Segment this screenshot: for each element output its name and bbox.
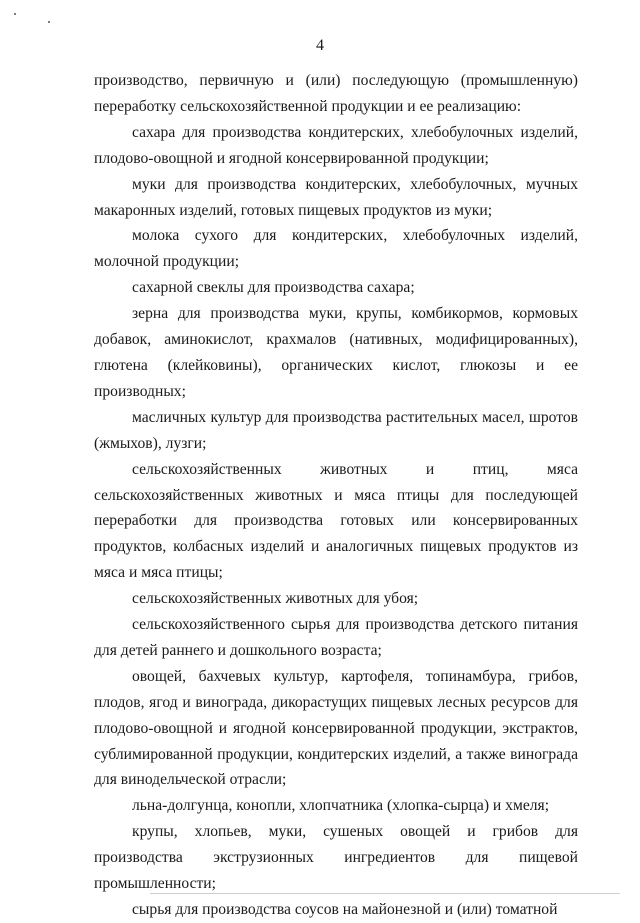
list-item: муки для производства кондитерских, хлебобулочных, мучных макаронных изделий, готовых пищевых продуктов из муки; bbox=[94, 175, 578, 219]
list-item: молока сухого для кондитерских, хлебобулочных изделий, молочной продукции; bbox=[94, 227, 578, 271]
list-item: сахара для производства кондитерских, хлебобулочных изделий, плодово-овощной и ягодной консервированной продукции; bbox=[94, 123, 578, 167]
list-item: масличных культур для производства растительных масел, шротов (жмыхов), лузги; bbox=[94, 408, 578, 452]
list-item: овощей, бахчевых культур, картофеля, топинамбура, грибов, плодов, ягод и винограда, дикорастущих пищевых лесных ресурсов для плодово-овощной и ягодной консервированной продукции, экстрактов, сублимированной продукции, кондитерских изделий, а также винограда для винодельческой отрасли; bbox=[94, 667, 578, 789]
list-item: сахарной свеклы для производства сахара; bbox=[132, 279, 415, 297]
list-item: крупы, хлопьев, муки, сушеных овощей и грибов для производства экструзионных ингредиентов для пищевой промышленности; bbox=[94, 823, 578, 893]
list-item: зерна для производства муки, крупы, комбикормов, кормовых добавок, аминокислот, крахмалов (нативных, модифицированных), глютена (клейковины), органических кислот, глюкозы и ее производных; bbox=[94, 305, 578, 400]
scan-speck bbox=[48, 21, 50, 23]
paragraph: производство, первичную и (или) последующую (промышленную) переработку сельскохозяйственной продукции и ее реализацию: bbox=[94, 72, 578, 115]
list-item: сельскохозяйственных животных и птиц, мяса сельскохозяйственных животных и мяса птицы для последующей переработки для производства готовых или консервированных продуктов, колбасных изделий и аналогичных пищевых продуктов из мяса и мяса птицы; bbox=[94, 460, 578, 582]
list-item: сельскохозяйственного сырья для производства детского питания для детей раннего и дошкольного возраста; bbox=[94, 616, 578, 659]
page-edge-line bbox=[150, 893, 620, 894]
page-number: 4 bbox=[316, 37, 324, 54]
list-item: сырья для производства соусов на майонезной и (или) томатной bbox=[132, 901, 558, 918]
list-item: льна-долгунца, конопли, хлопчатника (хлопка-сырца) и хмеля; bbox=[132, 797, 550, 815]
list-item: сельскохозяйственных животных для убоя; bbox=[132, 590, 419, 608]
scan-speck bbox=[14, 13, 16, 15]
document-body bbox=[94, 68, 578, 923]
